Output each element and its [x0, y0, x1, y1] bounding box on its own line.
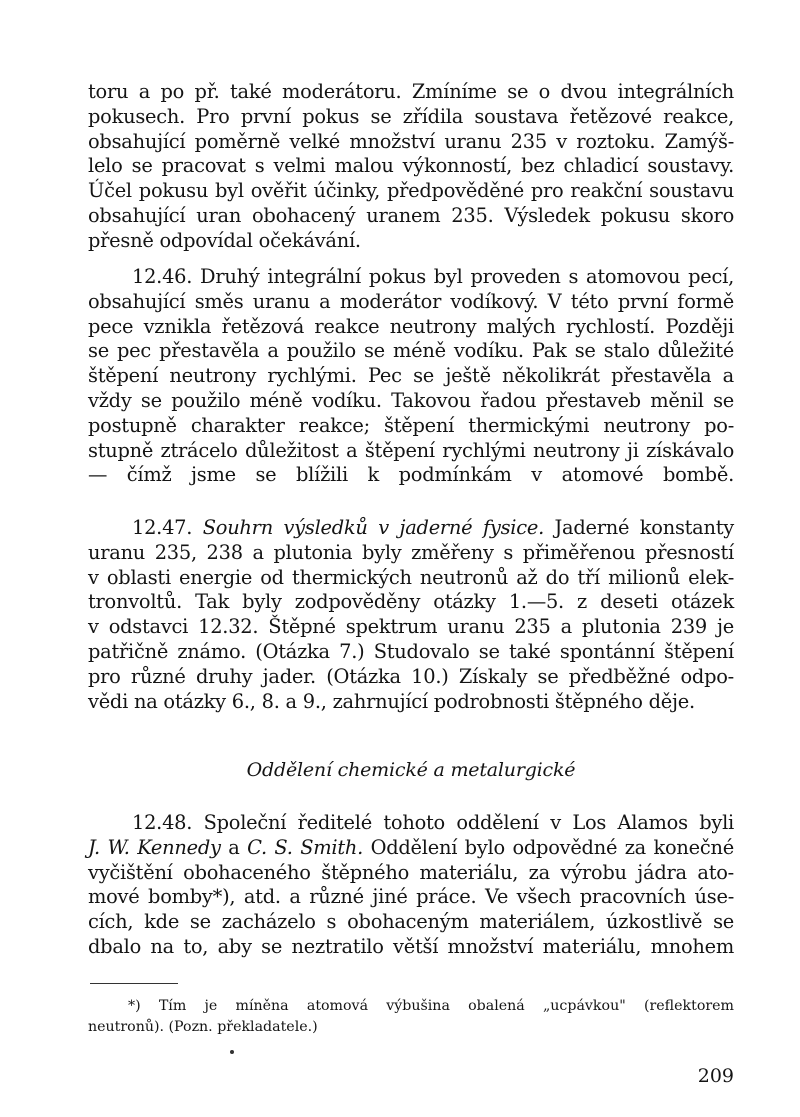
section-heading: Oddělení chemické a metalurgické: [246, 759, 576, 781]
text-line: patřičně známo. (Otázka 7.) Studovalo se také spontánní štěpení: [88, 639, 734, 663]
footnote-line: neutronů). (Pozn. překladatele.): [88, 1019, 318, 1035]
ink-speck: [230, 1050, 234, 1054]
text-line: pece vznikla řetězová reakce neutrony malých rychlostí. Později: [88, 314, 734, 338]
text-line: v oblasti energie od thermických neutronů až do tří milionů elek-: [88, 565, 734, 589]
text-line: 12.48. Společní ředitelé tohoto oddělení v Los Alamos byli: [132, 811, 734, 834]
text-line: Účel pokusu byl ověřit účinky, předpověděné pro reakční soustavu: [88, 179, 734, 203]
text-line: vždy se použilo méně vodíku. Takovou řadou přestaveb měnil se: [88, 388, 734, 412]
text-line: se pec přestavěla a použilo se méně vodíku. Pak se stalo důležité: [88, 339, 734, 363]
text-line: pro různé druhy jader. (Otázka 10.) Získaly se předběžné odpo-: [88, 664, 734, 688]
text-line: [88, 836, 734, 861]
text-line: uranu 235, 238 a plutonia byly změřeny s přiměřenou přesností: [88, 540, 734, 564]
paragraph-number: 12.47.: [132, 516, 193, 539]
text-line: štěpení neutrony rychlými. Pec se ještě několikrát přestavěla a: [88, 364, 734, 388]
text-line: obsahující poměrně velké množství uranu 235 v roztoku. Zamýš-: [88, 129, 734, 153]
page-number: 209: [697, 1065, 734, 1087]
text-line: přesně odpovídal očekávání.: [88, 228, 361, 252]
text-fragment: a: [228, 835, 240, 859]
text-line: obsahující uran obohacený uranem 235. Výsledek pokusu skoro: [88, 203, 734, 227]
text-line: stupně ztrácelo důležitost a štěpení rychlými neutrony ji získávalo: [88, 438, 734, 462]
text-line: lelo se pracovat s velmi malou výkonností, bez chladicí soustavy.: [88, 154, 734, 178]
text-line: obsahující směs uranu a moderátor vodíkový. V této první formě: [88, 289, 734, 313]
text-line: vyčištění obohaceného štěpného materiálu, za výrobu jádra ato-: [88, 860, 734, 884]
footnote-rule: [90, 983, 178, 984]
text-line: [88, 488, 734, 513]
footnote-line: *) Tím je míněna atomová výbušina obalená „ucpávkou" (reflektorem: [128, 998, 734, 1014]
person-name: J. W. Kennedy: [88, 835, 221, 859]
text-line: cích, kde se zacházelo s obohaceným materiálem, úzkostlivě se: [88, 910, 734, 934]
text-line: mové bomby*), atd. a různé jiné práce. Ve všech pracovních úse-: [88, 885, 734, 909]
text-line: pokusech. Pro první pokus se zřídila soustava řetězové reakce,: [88, 104, 734, 128]
text-line: — čímž jsme se blížili k podmínkám v atomové bombě.: [88, 463, 734, 487]
footnote: [88, 996, 734, 1038]
text-line: vědi na otázky 6., 8. a 9., zahrnující podrobnosti štěpného děje.: [88, 689, 695, 713]
paragraph-title: Souhrn výsledků v jaderné fysice.: [202, 516, 544, 539]
text-line: tronvoltů. Tak byly zodpověděny otázky 1.—5. z deseti otázek: [88, 590, 734, 614]
paragraph-12-47: [88, 516, 734, 714]
paragraph-12-46: [88, 265, 734, 513]
person-name: C. S. Smith.: [247, 835, 364, 859]
paragraph-1: [88, 80, 734, 254]
paragraph-12-48: [88, 811, 734, 960]
text-line: postupně charakter reakce; štěpení thermickými neutrony po-: [88, 413, 734, 437]
text-fragment: Jaderné konstanty: [554, 516, 734, 539]
text-line: dbalo na to, aby se neztratilo větší množství materiálu, mnohem: [88, 934, 734, 958]
text-line: 12.46. Druhý integrální pokus byl proveden s atomovou pecí,: [132, 265, 734, 288]
text-line: v odstavci 12.32. Štěpné spektrum uranu 235 a plutonia 239 je: [88, 615, 734, 639]
text-line: [88, 516, 734, 541]
text-line: toru a po př. také moderátoru. Zmíníme se o dvou integrálních: [88, 80, 734, 103]
text-fragment: Oddělení bylo odpovědné za konečné: [370, 835, 734, 859]
